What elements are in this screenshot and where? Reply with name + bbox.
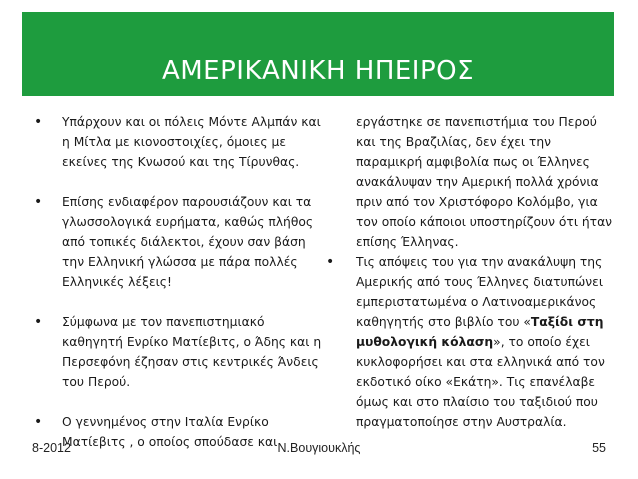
- bullet-icon: •: [34, 194, 43, 210]
- slide-title: ΑΜΕΡΙΚΑΝΙΚΗ ΗΠΕΙΡΟΣ: [161, 56, 475, 86]
- bullet-item: [34, 312, 324, 392]
- page-number: 55: [592, 441, 606, 455]
- bullet-text: Υπάρχουν και οι πόλεις Μόντε Αλμπάν και η Μίτλα με κιονοστοιχίες, όμοιες με εκείνες της Κνωσού και της Τίρυνθας.: [62, 115, 321, 169]
- bullet-text: Ο γεννημένος στην Ιταλία Ενρίκο Ματίεβιτς , ο οποίος σπούδασε και: [62, 415, 278, 449]
- bullet-text: Σύμφωνα με τον πανεπιστημιακό καθηγητή Ενρίκο Ματίεβιτς, ο Άδης και η Περσεφόνη έζησαν στις κεντρικές Άνδεις του Περού.: [62, 315, 322, 389]
- footer-date: 8-2012: [32, 441, 71, 455]
- bullet-icon: •: [34, 314, 43, 330]
- bullet-item: [326, 252, 616, 432]
- right-column: [326, 112, 616, 452]
- bullet-icon: •: [326, 254, 335, 270]
- bullet-item: [34, 112, 324, 172]
- continued-text: [326, 112, 616, 252]
- left-column: [34, 112, 324, 472]
- title-bar: [22, 12, 614, 96]
- bullet-text: Επίσης ενδιαφέρον παρουσιάζουν και τα γλωσσολογικά ευρήματα, καθώς πλήθος από τοπικές διάλεκτοι, έχουν σαν βάση την Ελληνική γλώσσα με πάρα πολλές Ελληνικές λέξεις!: [62, 195, 314, 289]
- book-title: Ταξίδι στη μυθολογική κόλαση: [356, 315, 604, 349]
- footer-author: Ν.Βουγιουκλής: [277, 441, 361, 455]
- continuation-text: εργάστηκε σε πανεπιστήμια του Περού και της Βραζιλίας, δεν έχει την παραμικρή αμφιβολία πως οι Έλληνες ανακάλυψαν την Αμερική πολλά χρόνια πριν από τον Χριστόφορο Κολόμβο, για τον οποίο κάποιοι υποστηρίζουν ότι ήταν επίσης Έλληνας.: [356, 115, 613, 249]
- bullet-icon: •: [34, 414, 43, 430]
- bullet-icon: •: [34, 114, 43, 130]
- bullet-item: [34, 192, 324, 292]
- bullet-text-end: », το οποίο έχει κυκλοφορήσει και στα ελληνικά από τον εκδοτικό οίκο «Εκάτη». Τις επανέλαβε όμως και στο πλαίσιο του ταξιδιού που πραγματοποίησε στην Αυστραλία.: [356, 335, 605, 429]
- bullet-text-start: Τις απόψεις του για την ανακάλυψη της Αμερικής από τους Έλληνες διατυπώνει εμπεριστατωμένα ο Λατινοαμερικάνος καθηγητής στο βιβλίο του «: [356, 255, 603, 329]
